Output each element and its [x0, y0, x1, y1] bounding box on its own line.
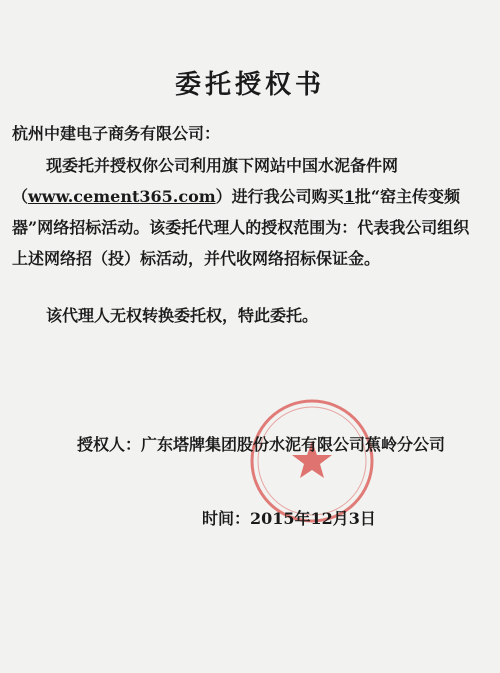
- paragraph-main-part2: ）进行我公司购买: [215, 187, 344, 206]
- paragraph-main-part3: 批“窑主传变频器”网络招标活动。该委托代理人的授权范围为：代表我公司组织上述网络招（投）标活动，并代收网络招标保证金。: [12, 187, 470, 268]
- paragraph-main-part1: 现委托并授权你公司利用旗下网站中国水泥备件网（: [12, 156, 399, 206]
- document-title: 委托授权书: [174, 70, 325, 100]
- purchase-quantity: 1: [343, 187, 355, 206]
- website-url: www.cement365.com: [28, 187, 216, 206]
- addressee: 杭州中建电子商务有限公司：: [12, 124, 221, 143]
- grantor-line: 授权人：广东塔牌集团股份水泥有限公司蕉岭分公司: [77, 435, 446, 454]
- date-line: 时间：2015年12月3日: [202, 509, 376, 528]
- paragraph-main: [12, 150, 482, 274]
- paragraph-closing: 该代理人无权转换委托权，特此委托。: [46, 306, 319, 325]
